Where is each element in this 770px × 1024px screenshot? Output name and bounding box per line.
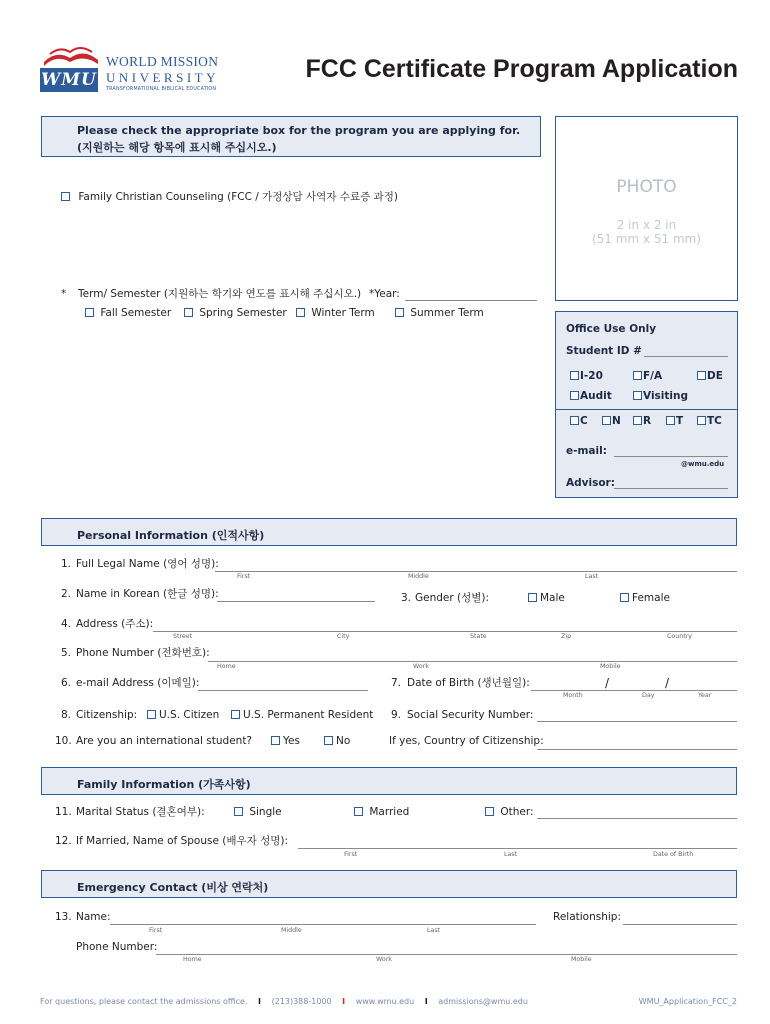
instruction-en: Please check the appropriate box for the program you are applying for. [77,124,521,137]
checkbox[interactable] [570,371,579,380]
term-option-label: Spring Semester [199,307,287,319]
korean-name-label: Name in Korean (한글 성명): [76,588,219,600]
code-label: TC [707,415,722,427]
section-title: Personal Information (인적사항) [77,529,265,542]
spouse-label: If Married, Name of Spouse (배우자 성명): [76,835,289,847]
gender-male[interactable] [528,593,565,604]
footer-separator: I [424,997,428,1006]
emergency-contact-header [41,870,737,898]
option-label: U.S. Citizen [159,709,220,721]
opt-label: I-20 [580,370,603,382]
term-label: Term/ Semester (지원하는 학기와 연도를 표시해 주십시오.) [78,288,362,300]
sublabel-last: Last [427,927,441,934]
emergency-name-label: Name: [76,911,111,923]
q-number: 5. [61,647,72,659]
checkbox[interactable] [570,416,579,425]
sublabel-middle: Middle [281,927,302,934]
option-label: Yes [283,735,300,747]
spouse-field[interactable] [298,848,737,849]
q-number: 12. [55,835,72,847]
address-field[interactable] [153,631,737,632]
checkbox[interactable] [61,192,70,201]
q-number: 11. [55,806,72,818]
checkbox[interactable] [697,371,706,380]
country-citizenship-label: If yes, Country of Citizenship: [389,735,544,747]
photo-size-in: 2 in x 2 in [616,218,677,232]
opt-fa[interactable] [633,371,662,382]
checkbox[interactable] [324,736,333,745]
marital-label: Marital Status (결혼여부): [76,806,205,818]
code-c[interactable] [570,416,588,427]
sublabel-mobile: Mobile [600,663,621,670]
sublabel-home: Home [217,663,236,670]
q-number: 13. [55,911,72,923]
citizenship-us[interactable] [147,710,219,721]
sublabel-country: Country [667,633,693,640]
logo [40,44,230,94]
checkbox[interactable] [296,308,305,317]
option-label: U.S. Permanent Resident [243,709,374,721]
logo-line2: UNIVERSITY [106,70,219,85]
dob-slash-2: / [665,676,670,690]
phone-field[interactable] [208,661,737,662]
ssn-label: Social Security Number: [407,709,534,721]
office-use-box [555,311,738,498]
q-number: 2. [61,588,72,600]
checkbox[interactable] [147,710,156,719]
form-id: WMU_Application_FCC_2 [638,997,737,1006]
code-label: R [643,415,652,427]
sublabel-zip: Zip [561,633,572,640]
option-label: Married [369,806,410,818]
advisor-label: Advisor: [566,477,615,489]
relationship-field[interactable] [623,924,737,925]
opt-audit[interactable] [570,391,612,402]
intl-student-label: Are you an international student? [76,735,253,747]
footer-phone: (213)388-1000 [271,997,332,1006]
relationship-label: Relationship: [553,911,621,923]
program-option-label: Family Christian Counseling (FCC / 가정상담 사역자 수료증 과정) [78,191,398,203]
photo-box [555,116,738,301]
sublabel-street: Street [173,633,193,640]
citizenship-label: Citizenship: [76,709,138,721]
sublabel-year: Year [698,692,712,699]
email-address-label: e-mail Address (이메일): [76,677,200,689]
email-field[interactable] [614,456,728,457]
sublabel-first: First [237,573,251,580]
q-number: 10. [55,735,72,747]
code-label: N [612,415,621,427]
sublabel-day: Day [642,692,655,699]
checkbox[interactable] [697,416,706,425]
code-label: T [676,415,684,427]
checkbox[interactable] [633,391,642,400]
gender-female[interactable] [620,593,670,604]
opt-label: DE [707,370,723,382]
opt-label: Visiting [643,390,688,402]
checkbox[interactable] [354,807,363,816]
code-tc[interactable] [697,416,722,427]
email-domain: @wmu.edu [681,460,725,468]
sublabel-first: First [344,851,358,858]
sublabel-city: City [337,633,350,640]
marital-single[interactable] [234,807,282,818]
country-citizenship-field[interactable] [537,749,737,750]
sublabel-dob: Date of Birth [653,851,694,858]
q-number: 1. [61,558,72,570]
term-option-spring[interactable] [184,308,287,319]
program-instruction-box [41,116,541,157]
code-n[interactable] [602,416,621,427]
q-number: 9. [391,709,402,721]
logo-tagline: TRANSFORMATIONAL BIBLICAL EDUCATION [106,87,217,92]
student-id-label: Student ID # [566,345,642,357]
sublabel-work: Work [376,956,392,963]
q-number: 4. [61,618,72,630]
sublabel-first: First [149,927,163,934]
checkbox[interactable] [234,807,243,816]
student-id-field[interactable] [644,356,728,357]
checkbox[interactable] [271,736,280,745]
q-number: 8. [61,709,72,721]
sublabel-home: Home [183,956,202,963]
family-info-header [41,767,737,795]
checkbox[interactable] [633,371,642,380]
checkbox[interactable] [570,391,579,400]
term-option-summer[interactable] [395,308,484,319]
section-title: Emergency Contact (비상 연락처) [77,881,269,894]
open-book-flame-icon [40,44,102,68]
term-option-winter[interactable] [296,308,375,319]
checkbox[interactable] [85,308,94,317]
option-label: Single [249,806,282,818]
marital-married[interactable] [354,807,409,818]
instruction-ko: (지원하는 해당 항목에 표시해 주십시오.) [77,141,277,154]
sublabel-month: Month [563,692,583,699]
checkbox[interactable] [633,416,642,425]
emergency-phone-field[interactable] [156,954,737,955]
emergency-phone-label: Phone Number: [76,941,158,953]
dob-label: Date of Birth (생년월일): [407,677,530,689]
korean-name-field[interactable] [217,601,375,602]
term-option-label: Summer Term [410,307,484,319]
email-address-field[interactable] [198,690,368,691]
checkbox[interactable] [666,416,675,425]
logo-line1: WORLD MISSION [106,54,219,69]
option-label: No [336,735,351,747]
emergency-name-field[interactable] [110,924,536,925]
code-r[interactable] [633,416,651,427]
full-name-label: Full Legal Name (영어 성명): [76,558,219,570]
term-star: * [61,288,67,300]
term-option-label: Winter Term [311,307,375,319]
page-title: FCC Certificate Program Application [305,55,738,83]
marital-other[interactable] [485,807,534,818]
code-label: C [580,415,588,427]
office-divider [556,409,737,410]
logo-mark: WMU [41,70,97,90]
opt-visiting[interactable] [633,391,688,402]
checkbox[interactable] [184,308,193,317]
option-label: Other: [500,806,534,818]
opt-label: Audit [580,390,612,402]
phone-label: Phone Number (전화번호): [76,647,210,659]
dob-field[interactable] [531,690,737,691]
sublabel-work: Work [413,663,429,670]
q-number: 7. [391,677,402,689]
checkbox[interactable] [528,593,537,602]
footer-email-link[interactable]: admissions@wmu.edu [438,997,528,1006]
marital-other-field[interactable] [537,818,737,819]
footer-contact: For questions, please contact the admissions office. [40,997,248,1006]
footer-separator: I [342,997,346,1006]
ssn-field[interactable] [537,721,737,722]
term-option-fall[interactable] [85,308,171,319]
option-label: Female [632,592,670,604]
option-label: Male [540,592,565,604]
sublabel-mobile: Mobile [571,956,592,963]
photo-size-mm: (51 mm x 51 mm) [591,232,702,246]
full-name-field[interactable] [215,571,737,572]
email-label: e-mail: [566,445,607,457]
footer-website-link[interactable]: www.wmu.edu [355,997,415,1006]
sublabel-state: State [470,633,487,640]
citizenship-pr[interactable] [231,710,373,721]
intl-no[interactable] [324,736,350,747]
address-label: Address (주소): [76,618,154,630]
checkbox[interactable] [485,807,494,816]
photo-label: PHOTO [616,177,677,197]
checkbox[interactable] [602,416,611,425]
checkbox[interactable] [620,593,629,602]
dob-slash-1: / [605,676,610,690]
term-option-label: Fall Semester [100,307,172,319]
footer-separator: I [258,997,262,1006]
checkbox[interactable] [395,308,404,317]
code-t[interactable] [666,416,683,427]
sublabel-last: Last [504,851,518,858]
q-number: 3. [401,592,412,604]
footer [40,997,528,1006]
opt-i20[interactable] [570,371,603,382]
opt-label: F/A [643,370,663,382]
section-title: Family Information (가족사항) [77,778,251,791]
advisor-field[interactable] [614,488,728,489]
gender-label: Gender (성별): [415,592,490,604]
year-label: *Year: [369,288,400,300]
personal-info-header [41,518,737,546]
office-title: Office Use Only [566,323,657,335]
program-option-fcc[interactable] [61,192,398,203]
year-field[interactable] [405,300,537,301]
sublabel-middle: Middle [408,573,429,580]
q-number: 6. [61,677,72,689]
sublabel-last: Last [585,573,599,580]
opt-de[interactable] [697,371,723,382]
checkbox[interactable] [231,710,240,719]
intl-yes[interactable] [271,736,300,747]
